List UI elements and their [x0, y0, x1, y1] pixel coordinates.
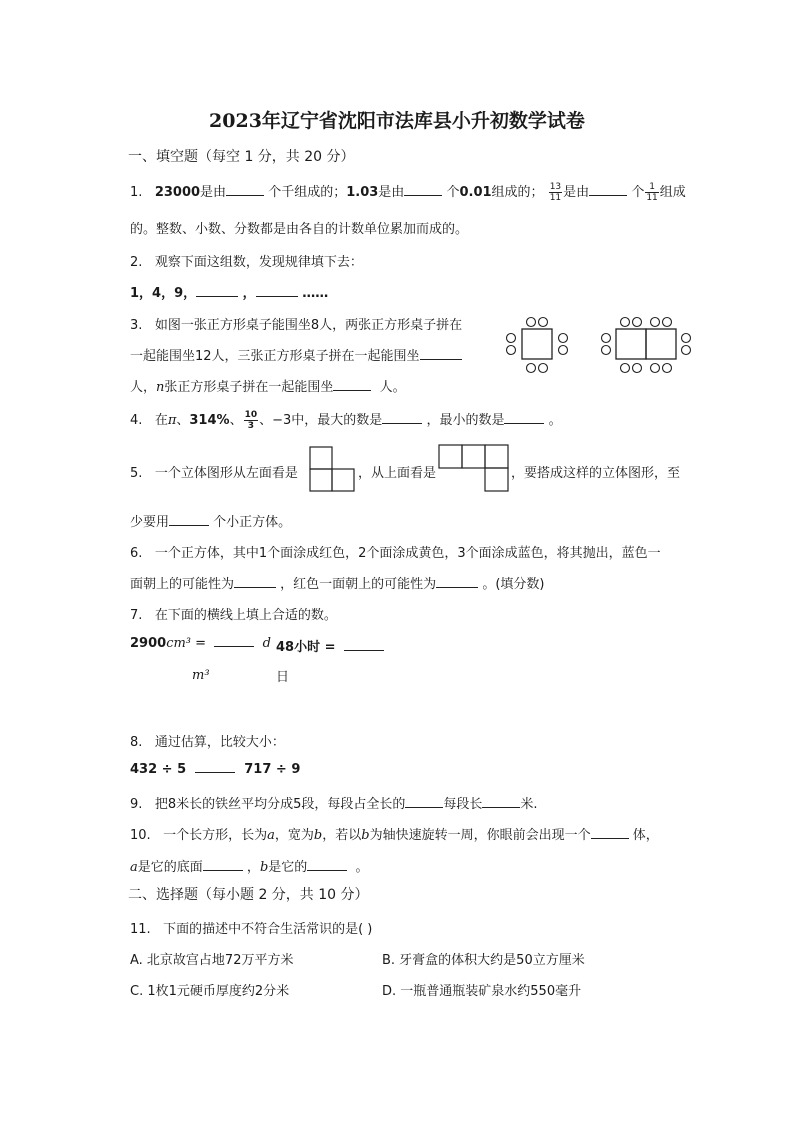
- option-a[interactable]: A. 北京故宫占地72万平方米: [130, 953, 294, 968]
- q4-text: 、: [229, 413, 243, 428]
- question-number: 3.: [130, 318, 143, 333]
- q6-text: 。(填分数): [482, 577, 545, 592]
- q1-text: 1.03: [346, 185, 379, 200]
- q4-text: 中，最大的数是: [291, 413, 383, 428]
- q1-text: 23000: [154, 185, 201, 200]
- section-2-heading: 二、选择题（每小题 2 分，共 10 分）: [128, 887, 369, 903]
- q8-text: 通过估算，比较大小：: [154, 735, 285, 750]
- q1-text: 个千组成的；: [268, 185, 347, 200]
- question-3-line-1: [130, 314, 462, 333]
- unit-day: 日: [276, 670, 290, 685]
- seat: [682, 334, 691, 343]
- question-9: [130, 793, 538, 812]
- question-11: [130, 918, 372, 937]
- seat: [527, 318, 536, 327]
- q10-text: 。: [355, 860, 369, 875]
- answer-blank[interactable]: [196, 295, 238, 297]
- question-1-line-1: [130, 181, 686, 203]
- top-view-figure: [438, 444, 510, 492]
- seat: [633, 364, 642, 373]
- variable-b: b: [313, 828, 323, 843]
- seat: [527, 364, 536, 373]
- answer-blank[interactable]: [504, 422, 544, 424]
- answer-blank[interactable]: [344, 649, 384, 651]
- question-number: 2.: [130, 255, 143, 270]
- square-table: [646, 329, 676, 359]
- q1-text: 0.01: [459, 185, 492, 200]
- seat: [651, 364, 660, 373]
- answer-blank[interactable]: [203, 869, 243, 871]
- question-number: 11.: [130, 922, 151, 937]
- separator: ，: [242, 286, 256, 301]
- one-table-figure: [500, 314, 572, 376]
- q5-text: 少要用: [130, 515, 170, 530]
- variable-b: b: [259, 860, 269, 875]
- question-5-line-2: [130, 511, 291, 530]
- answer-blank[interactable]: [436, 586, 478, 588]
- seat: [559, 346, 568, 355]
- answer-blank[interactable]: [420, 358, 462, 360]
- variable-a: a: [130, 860, 138, 875]
- q9-text: 把8米长的铁丝平均分成5段，每段占全长的: [154, 797, 406, 812]
- seat: [602, 334, 611, 343]
- option-b[interactable]: B. 牙膏盒的体积大约是50立方厘米: [382, 953, 585, 968]
- seat: [682, 346, 691, 355]
- answer-blank[interactable]: [382, 422, 422, 424]
- section-1-heading: 一、填空题（每空 1 分，共 20 分）: [128, 149, 355, 165]
- q3-text: 如图一张正方形桌子能围坐8人，两张正方形桌子拼在: [154, 318, 463, 333]
- seat: [621, 318, 630, 327]
- question-7-conversion-2: [276, 636, 384, 655]
- seat: [663, 364, 672, 373]
- expression: 717 ÷ 9: [244, 762, 301, 777]
- answer-blank[interactable]: [589, 194, 627, 196]
- fraction: $\frac{13}{11}$: [549, 182, 562, 203]
- question-number: 10.: [130, 828, 151, 843]
- answer-blank[interactable]: [234, 586, 276, 588]
- q1-text: 是由: [563, 185, 590, 200]
- seat: [507, 346, 516, 355]
- q7-text: 在下面的横线上填上合适的数。: [154, 608, 337, 623]
- q4-text: −3: [272, 413, 292, 428]
- expression: 432 ÷ 5: [130, 762, 187, 777]
- q9-text: 每段长: [443, 797, 483, 812]
- question-6-line-2: [130, 573, 544, 592]
- q6-text: 一个正方体，其中1个面涂成红色，2个面涂成黄色，3个面涂成蓝色，将其抛出，蓝色一: [154, 546, 661, 561]
- q4-text: 。: [548, 413, 562, 428]
- question-5-text-c: ，要搭成这样的立体图形，至: [511, 466, 681, 481]
- seat: [663, 318, 672, 327]
- q2-text: 观察下面这组数，发现规律填下去：: [154, 255, 363, 270]
- question-5-line-1: [130, 462, 298, 481]
- seat: [602, 346, 611, 355]
- q6-text: ，红色一面朝上的可能性为: [280, 577, 437, 592]
- question-number: 9.: [130, 797, 143, 812]
- q10-text: 是它的: [268, 860, 308, 875]
- q4-text: 、: [259, 413, 273, 428]
- option-d[interactable]: D. 一瓶普通瓶装矿泉水约550毫升: [382, 984, 582, 999]
- question-6-line-1: [130, 542, 661, 561]
- question-number: 4.: [130, 413, 143, 428]
- two-tables-figure: [598, 314, 694, 376]
- question-5-text-b: ，从上面看是: [358, 466, 437, 481]
- q1-text: 组成: [659, 185, 686, 200]
- q6-text: 面朝上的可能性为: [130, 577, 235, 592]
- fraction: $\frac{1}{11}$: [646, 182, 658, 203]
- question-number: 8.: [130, 735, 143, 750]
- q3-text: 人。: [379, 380, 406, 395]
- q1-text: 个: [631, 185, 645, 200]
- question-8: [130, 731, 285, 750]
- question-2-sequence: [130, 282, 328, 301]
- q4-text: 在: [154, 413, 168, 428]
- q4-text: 、: [176, 413, 190, 428]
- unit: d: [262, 636, 271, 651]
- question-10-line-1: [130, 824, 659, 843]
- answer-blank[interactable]: [404, 194, 442, 196]
- number-sequence: 1，4，9，: [130, 286, 197, 301]
- left-view-figure: [309, 446, 356, 493]
- value: 48小时 =: [276, 640, 341, 655]
- q10-text: 为轴快速旋转一周，你眼前会出现一个: [369, 828, 591, 843]
- question-number: 7.: [130, 608, 143, 623]
- q3-text: 人，: [130, 380, 157, 395]
- variable-b: b: [361, 828, 370, 843]
- seat: [539, 318, 548, 327]
- answer-blank[interactable]: [333, 389, 371, 391]
- question-10-line-2: [130, 856, 369, 875]
- q3-text: 一起能围坐12人，三张正方形桌子拼在一起能围坐: [130, 349, 420, 364]
- variable-a: a: [267, 828, 275, 843]
- seat: [651, 318, 660, 327]
- option-c[interactable]: C. 1枚1元硬币厚度约2分米: [130, 984, 290, 999]
- q1-text: 组成的；: [491, 185, 544, 200]
- question-number: 6.: [130, 546, 143, 561]
- seat: [559, 334, 568, 343]
- answer-blank[interactable]: [482, 806, 520, 808]
- answer-blank[interactable]: [214, 645, 254, 647]
- seat: [539, 364, 548, 373]
- question-2: [130, 251, 363, 270]
- seat: [507, 334, 516, 343]
- q10-text: 是它的底面: [137, 860, 203, 875]
- seat: [621, 364, 630, 373]
- pi-symbol: π: [167, 413, 177, 428]
- unit: cm³: [166, 636, 192, 651]
- square-table: [522, 329, 552, 359]
- answer-blank[interactable]: [226, 194, 264, 196]
- unit-m3: m³: [192, 668, 210, 683]
- variable-n: n: [156, 380, 165, 395]
- q5-text: 个小正方体。: [213, 515, 292, 530]
- answer-blank[interactable]: [405, 806, 443, 808]
- fraction: $\frac{10}{3}$: [244, 410, 258, 431]
- q1-text: 是由: [378, 185, 405, 200]
- value: 2900: [130, 636, 167, 651]
- question-3-line-3: [130, 376, 406, 395]
- q3-text: 张正方形桌子拼在一起能围坐: [164, 380, 334, 395]
- answer-blank[interactable]: [169, 524, 209, 526]
- q10-text: ，若以: [322, 828, 362, 843]
- question-4: [130, 409, 562, 431]
- answer-blank[interactable]: [591, 837, 629, 839]
- question-number: 5.: [130, 466, 143, 481]
- q10-text: 一个长方形，长为: [163, 828, 268, 843]
- answer-blank[interactable]: [195, 771, 235, 773]
- ellipsis: ……: [302, 286, 329, 301]
- q1-text: 是由: [200, 185, 227, 200]
- question-8-comparison: [130, 762, 300, 777]
- question-7-conversion-1: [130, 636, 271, 651]
- page-title: 2023年辽宁省沈阳市法库县小升初数学试卷: [209, 110, 585, 132]
- square-table: [616, 329, 646, 359]
- question-number: 1.: [130, 185, 143, 200]
- seat: [633, 318, 642, 327]
- q4-text: ，最小的数是: [426, 413, 505, 428]
- q10-text: ，宽为: [274, 828, 314, 843]
- q11-text: 下面的描述中不符合生活常识的是( ): [163, 922, 373, 937]
- q4-text: 314%: [189, 413, 230, 428]
- question-3-line-2: [130, 345, 462, 364]
- question-7: [130, 604, 337, 623]
- q9-text: 米.: [520, 797, 538, 812]
- q1-text: 个: [446, 185, 460, 200]
- answer-blank[interactable]: [256, 295, 298, 297]
- q10-text: ，: [246, 860, 260, 875]
- q10-text: 体，: [632, 828, 659, 843]
- q5-text: 一个立体图形从左面看是: [154, 466, 298, 481]
- equals: =: [191, 636, 211, 651]
- question-1-line-2: 的。整数、小数、分数都是由各自的计数单位累加而成的。: [130, 222, 469, 237]
- answer-blank[interactable]: [307, 869, 347, 871]
